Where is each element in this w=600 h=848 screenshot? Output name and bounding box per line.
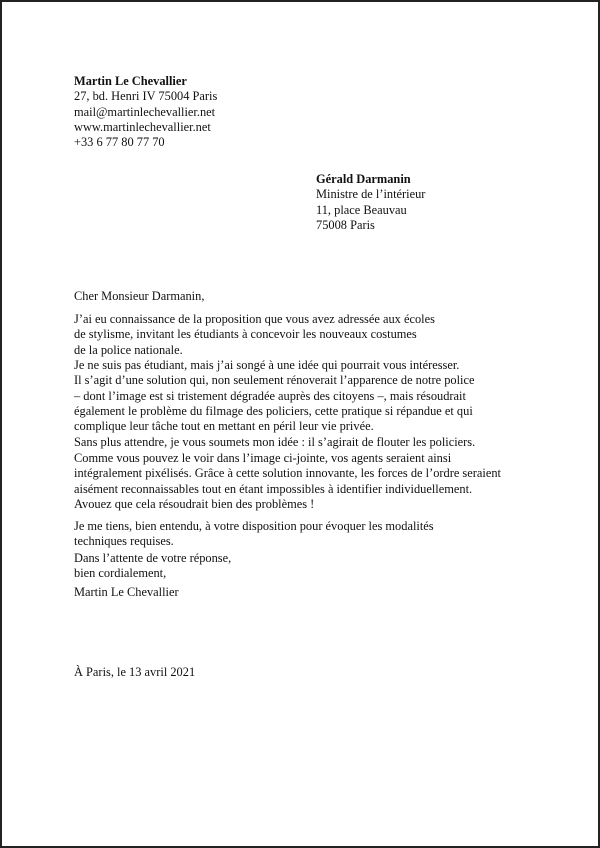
paragraph-3 (74, 435, 475, 450)
paragraph-5-line: techniques requises. (74, 534, 174, 549)
paragraph-2 (74, 358, 475, 434)
letter-greeting: Cher Monsieur Darmanin, (74, 289, 205, 303)
paragraph-4 (74, 451, 501, 512)
sender-website: www.martinlechevallier.net (74, 119, 211, 134)
paragraph-5 (74, 519, 434, 550)
closing-line: bien cordialement, (74, 566, 167, 581)
paragraph-4-line: Avouez que cela résoudrait bien des problèmes ! (74, 496, 315, 511)
closing-line: Dans l’attente de votre réponse, (74, 551, 232, 565)
recipient-street: 11, place Beauvau (316, 202, 407, 217)
signature: Martin Le Chevallier (74, 585, 179, 599)
sender-phone: +33 6 77 80 77 70 (74, 135, 165, 150)
sender-email: mail@martinlechevallier.net (74, 104, 216, 119)
paragraph-4-line: aisément reconnaissables tout en étant impossibles à identifier individuellement. (74, 481, 473, 496)
sender-address: 27, bd. Henri IV 75004 Paris (74, 89, 218, 104)
sender-block (74, 74, 217, 150)
paragraph-2-line: Il s’agit d’une solution qui, non seulement rénoverait l’apparence de notre police (74, 373, 475, 388)
paragraph-1 (74, 312, 435, 358)
recipient-block (316, 172, 425, 233)
paragraph-3-line: Sans plus attendre, je vous soumets mon idée : il s’agirait de flouter les policiers. (74, 435, 476, 449)
paragraph-4-line: Comme vous pouvez le voir dans l’image ci-jointe, vos agents seraient ainsi (74, 451, 452, 465)
paragraph-1-line: J’ai eu connaissance de la proposition que vous avez adressée aux écoles (74, 312, 435, 326)
paragraph-2-line: – dont l’image est si tristement dégradée auprès des citoyens –, mais résoudrait (74, 388, 466, 403)
sender-name: Martin Le Chevallier (74, 74, 187, 88)
recipient-title: Ministre de l’intérieur (316, 187, 426, 202)
paragraph-4-line: intégralement pixélisés. Grâce à cette solution innovante, les forces de l’ordre seraient (74, 466, 501, 481)
paragraph-1-line: de la police nationale. (74, 342, 183, 357)
paragraph-2-line: complique leur tâche tout en mettant en péril leur vie privée. (74, 419, 374, 434)
recipient-city: 75008 Paris (316, 217, 375, 232)
paragraph-2-line: également le problème du filmage des policiers, cette pratique si répandue et qui (74, 403, 473, 418)
recipient-name: Gérald Darmanin (316, 172, 411, 186)
paragraph-1-line: de stylisme, invitant les étudiants à concevoir les nouveaux costumes (74, 327, 417, 342)
closing (74, 551, 231, 582)
place-date: À Paris, le 13 avril 2021 (74, 665, 196, 679)
paragraph-2-line: Je ne suis pas étudiant, mais j’ai songé à une idée qui pourrait vous intéresser. (74, 358, 460, 372)
paragraph-5-line: Je me tiens, bien entendu, à votre disposition pour évoquer les modalités (74, 519, 434, 533)
